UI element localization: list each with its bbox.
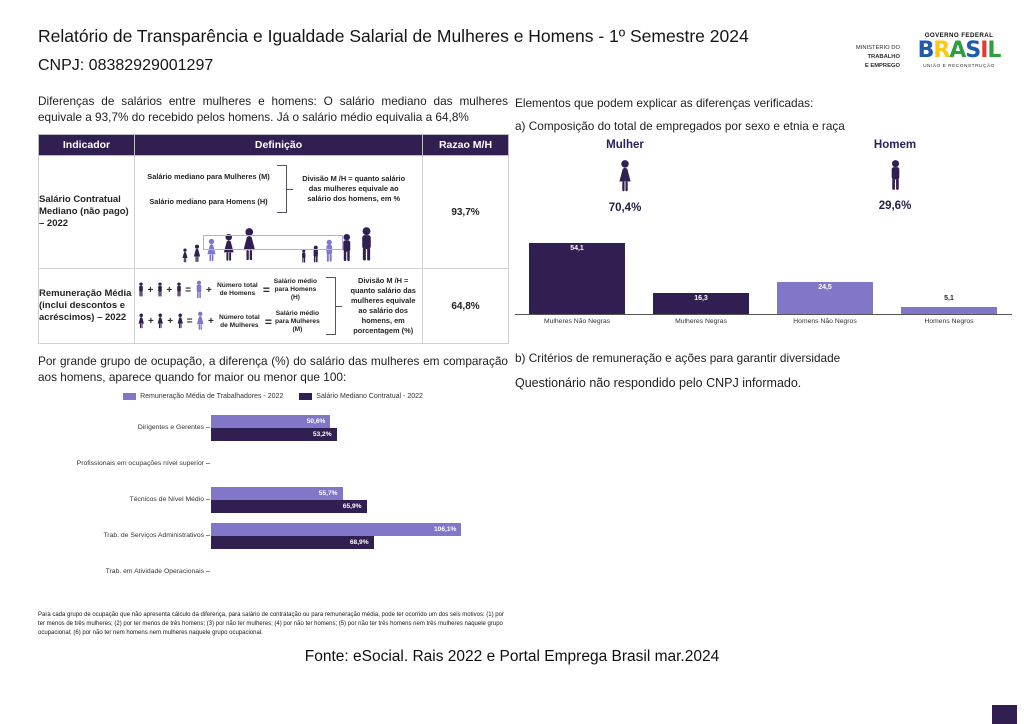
indicator-mediano: Salário Contratual Mediano (não pago) – 2022 [39, 156, 135, 269]
axis-tick [206, 499, 210, 500]
occupation-category-label: Trab. em Atividade Operacionais [105, 568, 204, 576]
page-title: Relatório de Transparência e Igualdade Salarial de Mulheres e Homens - 1º Semestre 2024 [38, 26, 749, 46]
median-highlight-box [203, 235, 343, 250]
definition-note: Divisão M /H = quanto salário das mulheres equivale ao salário dos homens, em % [302, 173, 406, 203]
composition-category-label: Mulheres Não Negras [543, 318, 611, 325]
definition-media [135, 272, 422, 340]
woman-icon [137, 313, 146, 330]
occupation-bar [211, 415, 330, 428]
equals-sign: = [185, 284, 192, 296]
brace-shape [277, 165, 287, 213]
occupation-bars [211, 487, 367, 513]
gov-logo-bottom-text: UNIÃO E RECONSTRUÇÃO [923, 64, 995, 69]
plus-sign: + [166, 284, 173, 296]
man-icon [156, 282, 164, 298]
occupation-bar-value: 68,9% [349, 538, 369, 546]
legend-item [299, 393, 423, 400]
axis-tick [206, 427, 210, 428]
occupation-category-label: Dirigentes e Gerentes [137, 424, 204, 432]
brasil-letter: I [980, 38, 988, 63]
brasil-letter: S [965, 38, 981, 63]
woman-icon [181, 248, 189, 264]
equation-label: Salário médio para Mulheres (M) [275, 309, 320, 334]
explaining-elements-heading: Elementos que podem explicar as diferenças verificadas: [515, 96, 814, 110]
plus-sign: + [208, 316, 214, 328]
plus-sign: + [147, 284, 154, 296]
equation-label: Salário médio para Homens (H) [273, 277, 318, 302]
equals-sign: = [264, 314, 272, 329]
composition-chart [515, 241, 1012, 325]
item-b-label: b) Critérios de remuneração e ações para garantir diversidade [515, 351, 841, 365]
composition-bar-value: 16,3 [694, 294, 708, 302]
occupation-category-label: Profissionais em ocupações nível superior [76, 460, 204, 468]
ratio-mediano: 93,7% [423, 156, 509, 269]
gov-logo-top-text: GOVERNO FEDERAL [924, 32, 994, 39]
occupation-bar [211, 487, 343, 500]
indicator-media: Remuneração Média (inclui descontos e acréscimos) – 2022 [39, 269, 135, 344]
equation-label: Número total de Mulheres [219, 313, 260, 329]
legend-swatch [123, 393, 136, 400]
source-footer: Fonte: eSocial. Rais 2022 e Portal Emprega Brasil mar.2024 [304, 648, 720, 665]
occupation-bar [211, 536, 374, 549]
female-figure-block [570, 139, 680, 214]
equation-women [137, 310, 320, 335]
male-figure-block [840, 139, 950, 212]
man-icon [175, 282, 183, 298]
occupation-intro: Por grande grupo de ocupação, a diferença (%) do salário das mulheres em comparação aos homens, aparece quando for maior ou menor que 100: [38, 354, 508, 384]
left-column [38, 94, 508, 644]
legend-label: Remuneração Média de Trabalhadores - 2022 [140, 393, 284, 401]
occupation-rows [38, 414, 508, 585]
indicator-table [38, 134, 509, 344]
occupation-bar [211, 500, 367, 513]
ministry-line: MINISTÉRIO DO [855, 45, 900, 51]
occupation-legend [38, 393, 508, 400]
brace-shape [326, 277, 336, 335]
page-corner-mark [992, 705, 1017, 724]
composition-bar-value: 54,1 [570, 245, 584, 253]
male-label: Homem [873, 139, 917, 151]
man-icon-average [194, 280, 204, 300]
brasil-letter: R [933, 38, 950, 63]
occupation-bars [211, 523, 461, 549]
occupation-category-label: Trab. de Serviços Administrativos [103, 532, 204, 540]
definition-line: Salário mediano para Homens (H) [149, 196, 268, 206]
man-icon [300, 249, 308, 264]
definition-note: Divisão M /H = quanto salário das mulheres equivale ao salário dos homens, em porcentagem (%) [350, 276, 416, 336]
occupation-bar-value: 55,7% [318, 489, 338, 497]
occupation-row [38, 486, 508, 513]
plus-sign: + [167, 316, 174, 328]
man-icon [887, 159, 904, 193]
plus-sign: + [148, 316, 154, 328]
axis-tick [206, 571, 210, 572]
ministry-line: TRABALHO [867, 53, 900, 60]
gov-federal-logo [906, 32, 1012, 69]
brasil-logo-word [906, 40, 1012, 62]
col-header-razao: Razao M/H [423, 135, 509, 156]
female-percentage: 70,4% [608, 202, 642, 214]
definition-line: Salário mediano para Mulheres (M) [147, 171, 270, 181]
man-icon [137, 282, 145, 298]
occupation-row [38, 522, 508, 549]
composition-bar-slot [639, 293, 763, 314]
definition-mediano [135, 159, 422, 266]
composition-bar [901, 295, 997, 314]
questionnaire-status: Questionário não respondido pelo CNPJ informado. [515, 376, 802, 390]
table-row [39, 269, 509, 344]
woman-icon [192, 244, 202, 264]
composition-category-label: Homens Não Negros [793, 318, 857, 325]
salary-difference-intro: Diferenças de salários entre mulheres e homens: O salário mediano das mulheres equivale a 93,7% do recebido pelos homens. Já o salário médio equivalia a 64,8% [38, 94, 508, 124]
ministry-line: E EMPREGO [864, 62, 900, 69]
sex-composition-pictogram [515, 139, 1012, 239]
composition-category-label: Mulheres Negras [675, 318, 727, 325]
composition-bar [653, 293, 749, 314]
composition-bar-slot [763, 282, 887, 314]
equation-label: Número total de Homens [217, 282, 258, 298]
table-row [39, 156, 509, 269]
occupation-bars [211, 415, 337, 441]
occupation-row [38, 414, 508, 441]
right-column [515, 96, 1012, 390]
man-icon [357, 226, 376, 264]
occupation-row [38, 450, 508, 477]
woman-icon [176, 313, 185, 330]
composition-bar-slot [887, 295, 1011, 314]
composition-bar [529, 243, 625, 314]
axis-tick [206, 463, 210, 464]
composition-bars [515, 241, 1012, 315]
ministry-logo-text [822, 44, 900, 71]
brasil-letter: L [987, 38, 1001, 63]
occupation-bar-value: 65,9% [342, 502, 362, 510]
cnpj-subtitle: CNPJ: 08382929001297 [38, 57, 214, 74]
woman-icon [156, 313, 165, 330]
occupation-category-label: Técnicos de Nível Médio [129, 496, 204, 504]
equation-men [137, 278, 320, 303]
legend-swatch [299, 393, 312, 400]
composition-bar-slot [515, 243, 639, 314]
male-percentage: 29,6% [878, 200, 912, 212]
composition-bar-value: 24,5 [818, 283, 832, 291]
legend-item [123, 393, 283, 400]
composition-categories [515, 318, 1012, 325]
occupation-chart [38, 393, 508, 585]
equals-sign: = [262, 283, 270, 298]
occupation-bar-value: 106,1% [434, 525, 457, 533]
occupation-bar [211, 523, 461, 536]
occupation-bar-value: 53,2% [312, 430, 332, 438]
item-a-label: a) Composição do total de empregados por sexo e etnia e raça [515, 119, 845, 133]
occupation-row [38, 558, 508, 585]
occupation-bar-value: 50,6% [306, 417, 326, 425]
col-header-indicador: Indicador [39, 135, 135, 156]
equals-sign: = [186, 316, 193, 328]
population-pictogram [139, 220, 418, 264]
occupation-bar [211, 428, 337, 441]
legend-label: Salário Mediano Contratual - 2022 [316, 393, 423, 401]
woman-icon [616, 159, 634, 195]
composition-bar [777, 282, 873, 314]
table-header-row [39, 135, 509, 156]
composition-category-label: Homens Negros [924, 318, 974, 325]
brasil-letter: A [949, 38, 966, 63]
composition-bar-value: 5,1 [944, 295, 954, 303]
col-header-definicao: Definição [135, 135, 423, 156]
woman-icon-average [195, 311, 206, 332]
methodology-footnote: Para cada grupo de ocupação que não apresenta cálculo da diferença, para salário de contratação ou para remuneração média, pode ter ocorrido um dos seis motivos: (1) por ter menos de três mulheres; (2) por ter menos de três homens; (3) por não ter mulheres; (4) por não ter homens; (5) por não ter três homens nem três mulheres naquele grupo ocupacional; (6) por não ter nem homens nem mulheres naquele grupo ocupacional. [38, 612, 504, 637]
plus-sign: + [206, 284, 212, 296]
female-label: Mulher [606, 139, 644, 151]
brasil-letter: B [917, 38, 934, 63]
axis-tick [206, 535, 210, 536]
ratio-media: 64,8% [423, 269, 509, 344]
